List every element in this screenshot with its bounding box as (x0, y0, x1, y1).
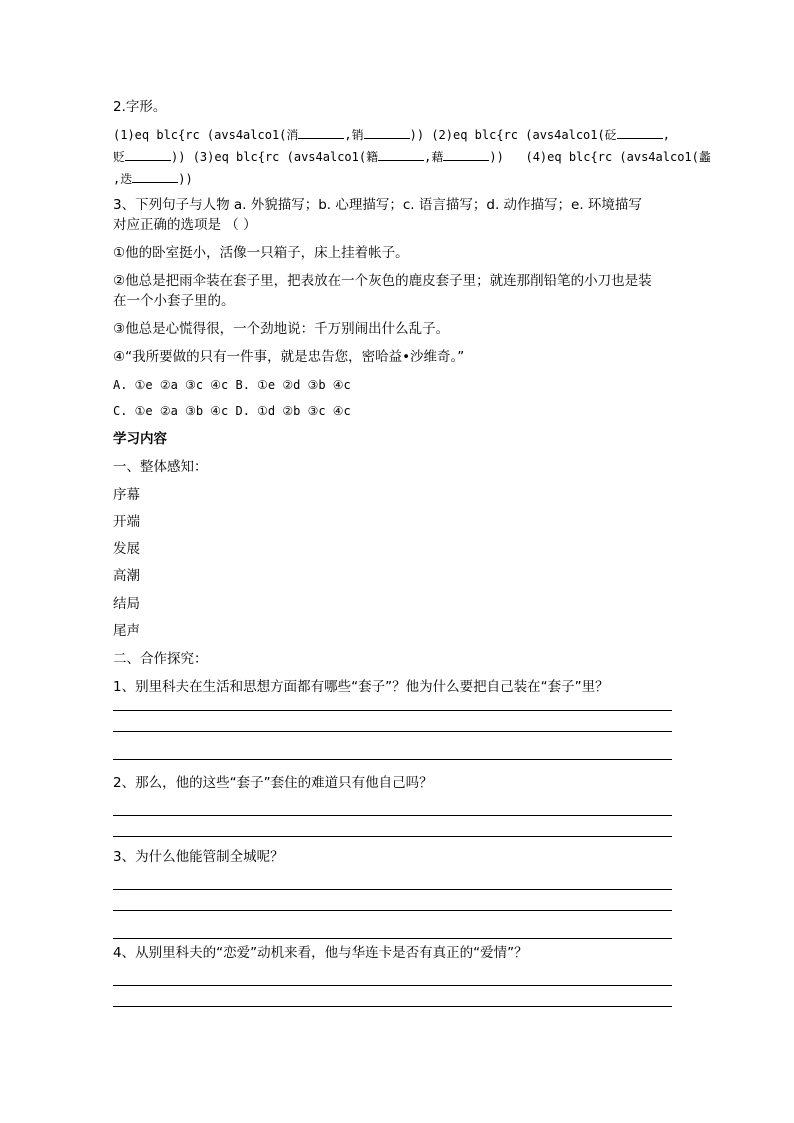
study-heading: 学习内容 (113, 431, 167, 447)
answer-blank[interactable] (617, 126, 663, 139)
glyph-item-line-3 (113, 170, 193, 188)
structure-item: 尾声 (113, 623, 140, 639)
discussion-question-3: 3、为什么他能管制全城呢？ (113, 849, 284, 865)
answer-line[interactable] (113, 759, 672, 760)
answer-line[interactable] (113, 836, 672, 837)
sentence-2-line-1: ②他总是把雨伞装在套子里，把表放在一个灰色的鹿皮套子里；就连那削铅笔的小刀也是装 (113, 273, 652, 289)
answer-line[interactable] (113, 938, 672, 939)
options-a-b: A. ①e ②a ③c ④c B. ①e ②d ③b ④c (113, 378, 351, 392)
structure-item: 发展 (113, 541, 140, 557)
answer-line[interactable] (113, 985, 672, 986)
answer-line[interactable] (113, 710, 672, 711)
item-2-comma: , (662, 128, 670, 142)
answer-line[interactable] (113, 731, 672, 732)
sentence-1: ①他的卧室挺小，活像一只箱子，床上挂着帐子。 (113, 245, 409, 261)
glyph-item-line-2 (113, 148, 711, 166)
sentence-2-line-2: 在一个小套子里的。 (113, 293, 235, 309)
discussion-question-2: 2、那么，他的这些“套子”套住的难道只有他自己吗？ (113, 775, 433, 791)
item-1-end: )) (409, 128, 425, 142)
item-2-end: )) (171, 150, 186, 164)
structure-item: 高潮 (113, 568, 140, 584)
item-2-prefix: (2)eq blc{rc (avs4alco1(砭 (431, 128, 617, 142)
item-1-prefix: (1)eq blc{rc (avs4alco1(消 (113, 128, 299, 142)
answer-line[interactable] (113, 889, 672, 890)
discussion-question-4: 4、从别里科夫的“恋爱”动机来看，他与华连卡是否有真正的“爱情”？ (113, 945, 528, 961)
part-1-heading: 一、整体感知： (113, 459, 208, 475)
part-2-heading: 二、合作探究： (113, 651, 208, 667)
answer-blank[interactable] (443, 148, 489, 161)
structure-item: 开端 (113, 514, 140, 530)
section-title-glyphs: 2.字形。 (113, 99, 167, 115)
item-3-prefix: (3)eq blc{rc (avs4alco1(籍 (192, 150, 379, 164)
discussion-question-1: 1、别里科夫在生活和思想方面都有哪些“套子”？他为什么要把自己装在“套子”里？ (113, 679, 609, 695)
answer-blank[interactable] (364, 126, 410, 139)
sentence-4: ④“我所要做的只有一件事，就是忠告您，密哈益•沙维奇。” (113, 349, 465, 365)
sentence-3: ③他总是心慌得很，一个劲地说：千万别闹出什么乱子。 (113, 321, 450, 337)
question-3-prompt-line-1: 3、下列句子与人物 a. 外貌描写；b. 心理描写；c. 语言描写；d. 动作描写；e. 环境描写 (113, 197, 642, 213)
item-4-cont: ,迭 (113, 172, 133, 186)
options-c-d: C. ①e ②a ③b ④c D. ①d ②b ③c ④c (113, 404, 351, 418)
item-3-end: )) (489, 150, 504, 164)
answer-blank[interactable] (378, 148, 424, 161)
item-2-cont: 贬 (113, 150, 126, 164)
structure-item: 序幕 (113, 487, 140, 503)
answer-line[interactable] (113, 910, 672, 911)
item-4-prefix: (4)eq blc{rc (avs4alco1(蠡 (525, 150, 711, 164)
item-4-end: )) (178, 172, 193, 186)
structure-item: 结局 (113, 596, 140, 612)
question-3-prompt-line-2: 对应正确的选项是 （ ） (113, 217, 257, 233)
answer-line[interactable] (113, 1006, 672, 1007)
glyph-item-line-1 (113, 126, 670, 144)
answer-blank[interactable] (298, 126, 344, 139)
item-1-mid: ,销 (344, 128, 364, 142)
answer-line[interactable] (113, 815, 672, 816)
answer-blank[interactable] (125, 148, 171, 161)
item-3-mid: ,藉 (424, 150, 444, 164)
answer-blank[interactable] (132, 170, 178, 183)
